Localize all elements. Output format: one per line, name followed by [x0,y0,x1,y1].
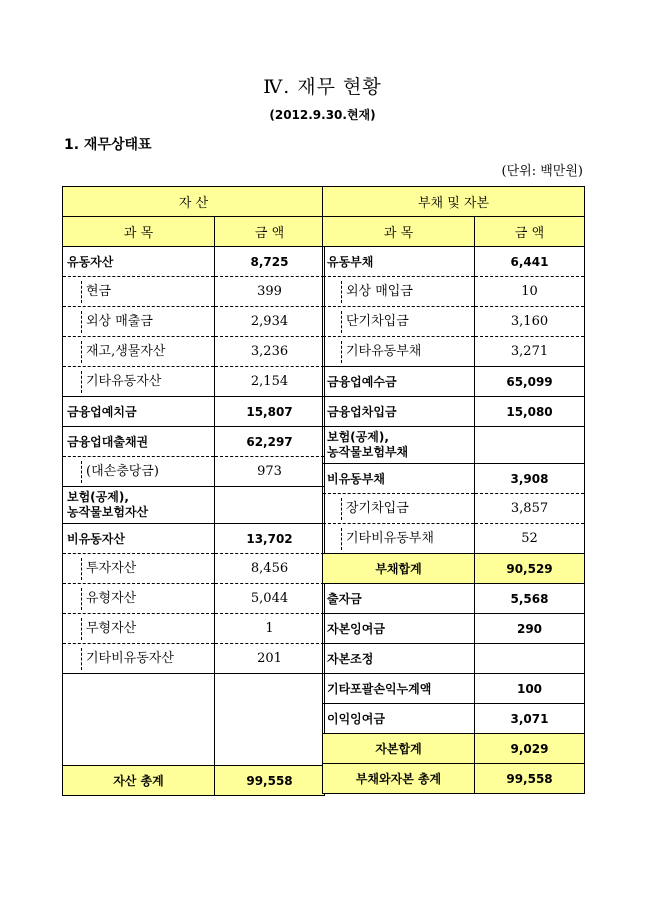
assets-item-label: 금융업대출채권 [63,427,215,457]
assets-spacer-value [215,674,325,766]
assets-item-label [63,337,215,367]
liabilities-row [323,397,585,427]
liabilities-item-label: 자본조정 [323,644,475,674]
liabilities-item-value: 10 [475,277,585,307]
liabilities-item-value: 100 [475,674,585,704]
assets-spacer [63,674,215,766]
liabilities-row [323,464,585,494]
liabilities-col-item: 과 목 [323,217,475,247]
liabilities-row [323,554,585,584]
liabilities-row [323,644,585,674]
section-heading: 1. 재무상태표 [64,137,152,153]
assets-row [63,614,325,644]
indented-label-text: 유형자산 [81,588,136,610]
assets-item-label [63,307,215,337]
assets-item-label [63,277,215,307]
liabilities-column-row [323,217,585,247]
indented-label-text: 투자자산 [81,558,136,580]
assets-row [63,524,325,554]
assets-item-value: 3,236 [215,337,325,367]
assets-item-label [63,554,215,584]
liabilities-item-label: 유동부채 [323,247,475,277]
assets-row [63,427,325,457]
liabilities-item-label: 보험(공제), 농작물보험부채 [323,427,475,464]
liabilities-row [323,734,585,764]
indented-label-text: (대손충당금) [81,461,159,483]
assets-spacer-row [63,674,325,766]
liabilities-row [323,367,585,397]
assets-total-row [63,766,325,796]
assets-item-label [63,584,215,614]
liabilities-item-value: 52 [475,524,585,554]
indented-label-text: 기타비유동자산 [81,648,174,670]
liabilities-item-value: 3,857 [475,494,585,524]
liabilities-item-value: 3,271 [475,337,585,367]
assets-row [63,397,325,427]
liabilities-header-row [323,187,585,217]
liabilities-total-label: 부채와자본 총계 [323,764,475,794]
liabilities-item-value: 3,908 [475,464,585,494]
indented-label-text: 외상 매출금 [81,311,153,333]
assets-row [63,277,325,307]
liabilities-item-value: 15,080 [475,397,585,427]
liabilities-row [323,494,585,524]
assets-item-value: 399 [215,277,325,307]
liabilities-item-value: 6,441 [475,247,585,277]
assets-item-label [63,457,215,487]
assets-column-row [63,217,325,247]
liabilities-item-value: 3,160 [475,307,585,337]
liabilities-total-row [323,764,585,794]
assets-row [63,247,325,277]
assets-item-label [63,644,215,674]
liabilities-item-value [475,427,585,464]
assets-item-value: 13,702 [215,524,325,554]
assets-item-value: 15,807 [215,397,325,427]
page-title: Ⅳ. 재무 현황 [263,76,382,98]
liabilities-item-value: 290 [475,614,585,644]
assets-total-value: 99,558 [215,766,325,796]
liabilities-row [323,674,585,704]
indented-label-text: 외상 매입금 [341,281,413,303]
liabilities-item-value: 9,029 [475,734,585,764]
liabilities-item-label: 자본잉여금 [323,614,475,644]
liabilities-item-label: 금융업차입금 [323,397,475,427]
assets-row [63,644,325,674]
liabilities-row [323,524,585,554]
liabilities-item-label: 기타포괄손익누계액 [323,674,475,704]
as-of-date: (2012.9.30.현재) [269,108,376,122]
assets-row [63,307,325,337]
indented-label-text: 장기차입금 [341,498,409,520]
assets-item-label [63,367,215,397]
liabilities-col-amount: 금 액 [475,217,585,247]
liabilities-row [323,704,585,734]
assets-item-label [63,614,215,644]
assets-item-value [215,487,325,524]
assets-row [63,554,325,584]
indented-label-text: 기타비유동부채 [341,528,434,550]
liabilities-item-label [323,277,475,307]
assets-item-label: 유동자산 [63,247,215,277]
assets-row [63,367,325,397]
assets-col-item: 과 목 [63,217,215,247]
assets-col-amount: 금 액 [215,217,325,247]
liabilities-row [323,277,585,307]
assets-item-value: 8,725 [215,247,325,277]
liabilities-item-label [323,307,475,337]
assets-item-value: 5,044 [215,584,325,614]
assets-item-value: 62,297 [215,427,325,457]
assets-row [63,337,325,367]
assets-item-value: 973 [215,457,325,487]
liabilities-row [323,337,585,367]
assets-total-label: 자산 총계 [63,766,215,796]
indented-label-text: 재고,생물자산 [81,341,165,363]
liabilities-item-value: 90,529 [475,554,585,584]
assets-item-value: 8,456 [215,554,325,584]
assets-header-row [63,187,325,217]
liabilities-row [323,614,585,644]
liabilities-total-value: 99,558 [475,764,585,794]
liabilities-item-label: 부채합계 [323,554,475,584]
liabilities-item-label: 자본합계 [323,734,475,764]
liabilities-item-value [475,644,585,674]
liabilities-row [323,427,585,464]
liabilities-item-label [323,337,475,367]
indented-label-text: 현금 [81,281,111,303]
liabilities-item-label [323,494,475,524]
unit-label: (단위: 백만원) [501,164,583,179]
liabilities-item-label [323,524,475,554]
liabilities-item-value: 65,099 [475,367,585,397]
assets-row [63,487,325,524]
assets-item-value: 1 [215,614,325,644]
assets-table [62,186,325,796]
assets-item-label: 보험(공제), 농작물보험자산 [63,487,215,524]
assets-header: 자 산 [63,187,325,217]
indented-label-text: 기타유동부채 [341,341,421,363]
assets-item-value: 201 [215,644,325,674]
liabilities-item-label: 금융업예수금 [323,367,475,397]
liabilities-item-value: 5,568 [475,584,585,614]
liabilities-row [323,307,585,337]
liabilities-table [322,186,585,794]
liabilities-row [323,247,585,277]
indented-label-text: 무형자산 [81,618,136,640]
liabilities-row [323,584,585,614]
assets-item-value: 2,934 [215,307,325,337]
assets-row [63,457,325,487]
liabilities-item-value: 3,071 [475,704,585,734]
indented-label-text: 단기차입금 [341,311,409,333]
assets-item-label: 금융업예치금 [63,397,215,427]
liabilities-item-label: 비유동부채 [323,464,475,494]
liabilities-item-label: 이익잉여금 [323,704,475,734]
indented-label-text: 기타유동자산 [81,371,161,393]
liabilities-item-label: 출자금 [323,584,475,614]
liabilities-header: 부채 및 자본 [323,187,585,217]
assets-item-label: 비유동자산 [63,524,215,554]
assets-item-value: 2,154 [215,367,325,397]
assets-row [63,584,325,614]
